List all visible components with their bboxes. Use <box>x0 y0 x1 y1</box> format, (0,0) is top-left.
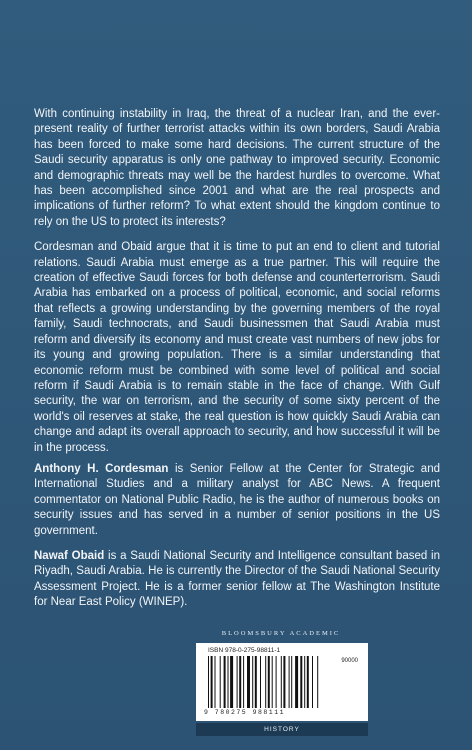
author-bios <box>34 462 440 621</box>
author-bio-1-text: is Senior Fellow at the Center for Strategic and International Studies and a military analyst for ABC News. A frequent commentator on National Public Radio, he is the author of numerous books on security issues and has served in a number of senior positions in the US government. <box>34 463 440 537</box>
blurb-paragraph-1: With continuing instability in Iraq, the threat of a nuclear Iran, and the ever-present reality of further terrorist attacks within its own borders, Saudi Arabia has been forced to make some hard decisions. The current structure of the Saudi security apparatus is only one pathway to improved security. Economic and demographic threats may well be the hardest hurdles to overcome. What has been accomplished since 2001 and what are the real prospects and implications of further reform? To what extent should the kingdom continue to rely on the US to protect its interests? <box>34 108 440 228</box>
publisher-imprint: BLOOMSBURY ACADEMIC <box>221 630 341 637</box>
barcode-icon <box>208 656 356 708</box>
author-bio-1 <box>34 462 440 539</box>
barcode-digits: 9 780275 988111 <box>204 709 286 716</box>
author-bio-2 <box>34 549 440 611</box>
isbn-label: ISBN 978-0-275-98811-1 <box>208 647 281 654</box>
author-bio-2-text: is a Saudi National Security and Intelligence consultant based in Riyadh, Saudi Arabia. He is currently the Director of the Saudi National Security Assessment Project. He is a former senior fellow at The Washington Institute for Near East Policy (WINEP). <box>34 550 441 609</box>
price-addon: 90000 <box>341 658 358 664</box>
blurb-paragraph-2: Cordesman and Obaid argue that it is time to put an end to client and tutorial relations. Saudi Arabia must emerge as a true partner. This will require the creation of effective Saudi forces for both defense and counterterrorism. Saudi Arabia has embarked on a process of political, economic, and social reforms that reflects a growing understanding by the governing members of the royal family, Saudi technocrats, and Saudi businessmen that Saudi Arabia must reform and diversify its economy and must create vast numbers of new jobs for its young and growing population. There is a similar understanding that economic reform must be combined with some level of political and social reform if Saudi Arabia is to remain stable in the face of change. With Gulf security, the war on terrorism, and the security of some sixty percent of the world's oil reserves at stake, the real question is how quickly Saudi Arabia can change and adapt its overall approach to security, and how successful it will be in the process. <box>34 241 440 454</box>
book-blurb <box>34 107 440 466</box>
author-name-2: Nawaf Obaid <box>34 550 105 563</box>
subject-category: HISTORY <box>196 723 368 736</box>
author-name-1: Anthony H. Cordesman <box>34 463 169 475</box>
barcode-panel <box>196 643 368 721</box>
